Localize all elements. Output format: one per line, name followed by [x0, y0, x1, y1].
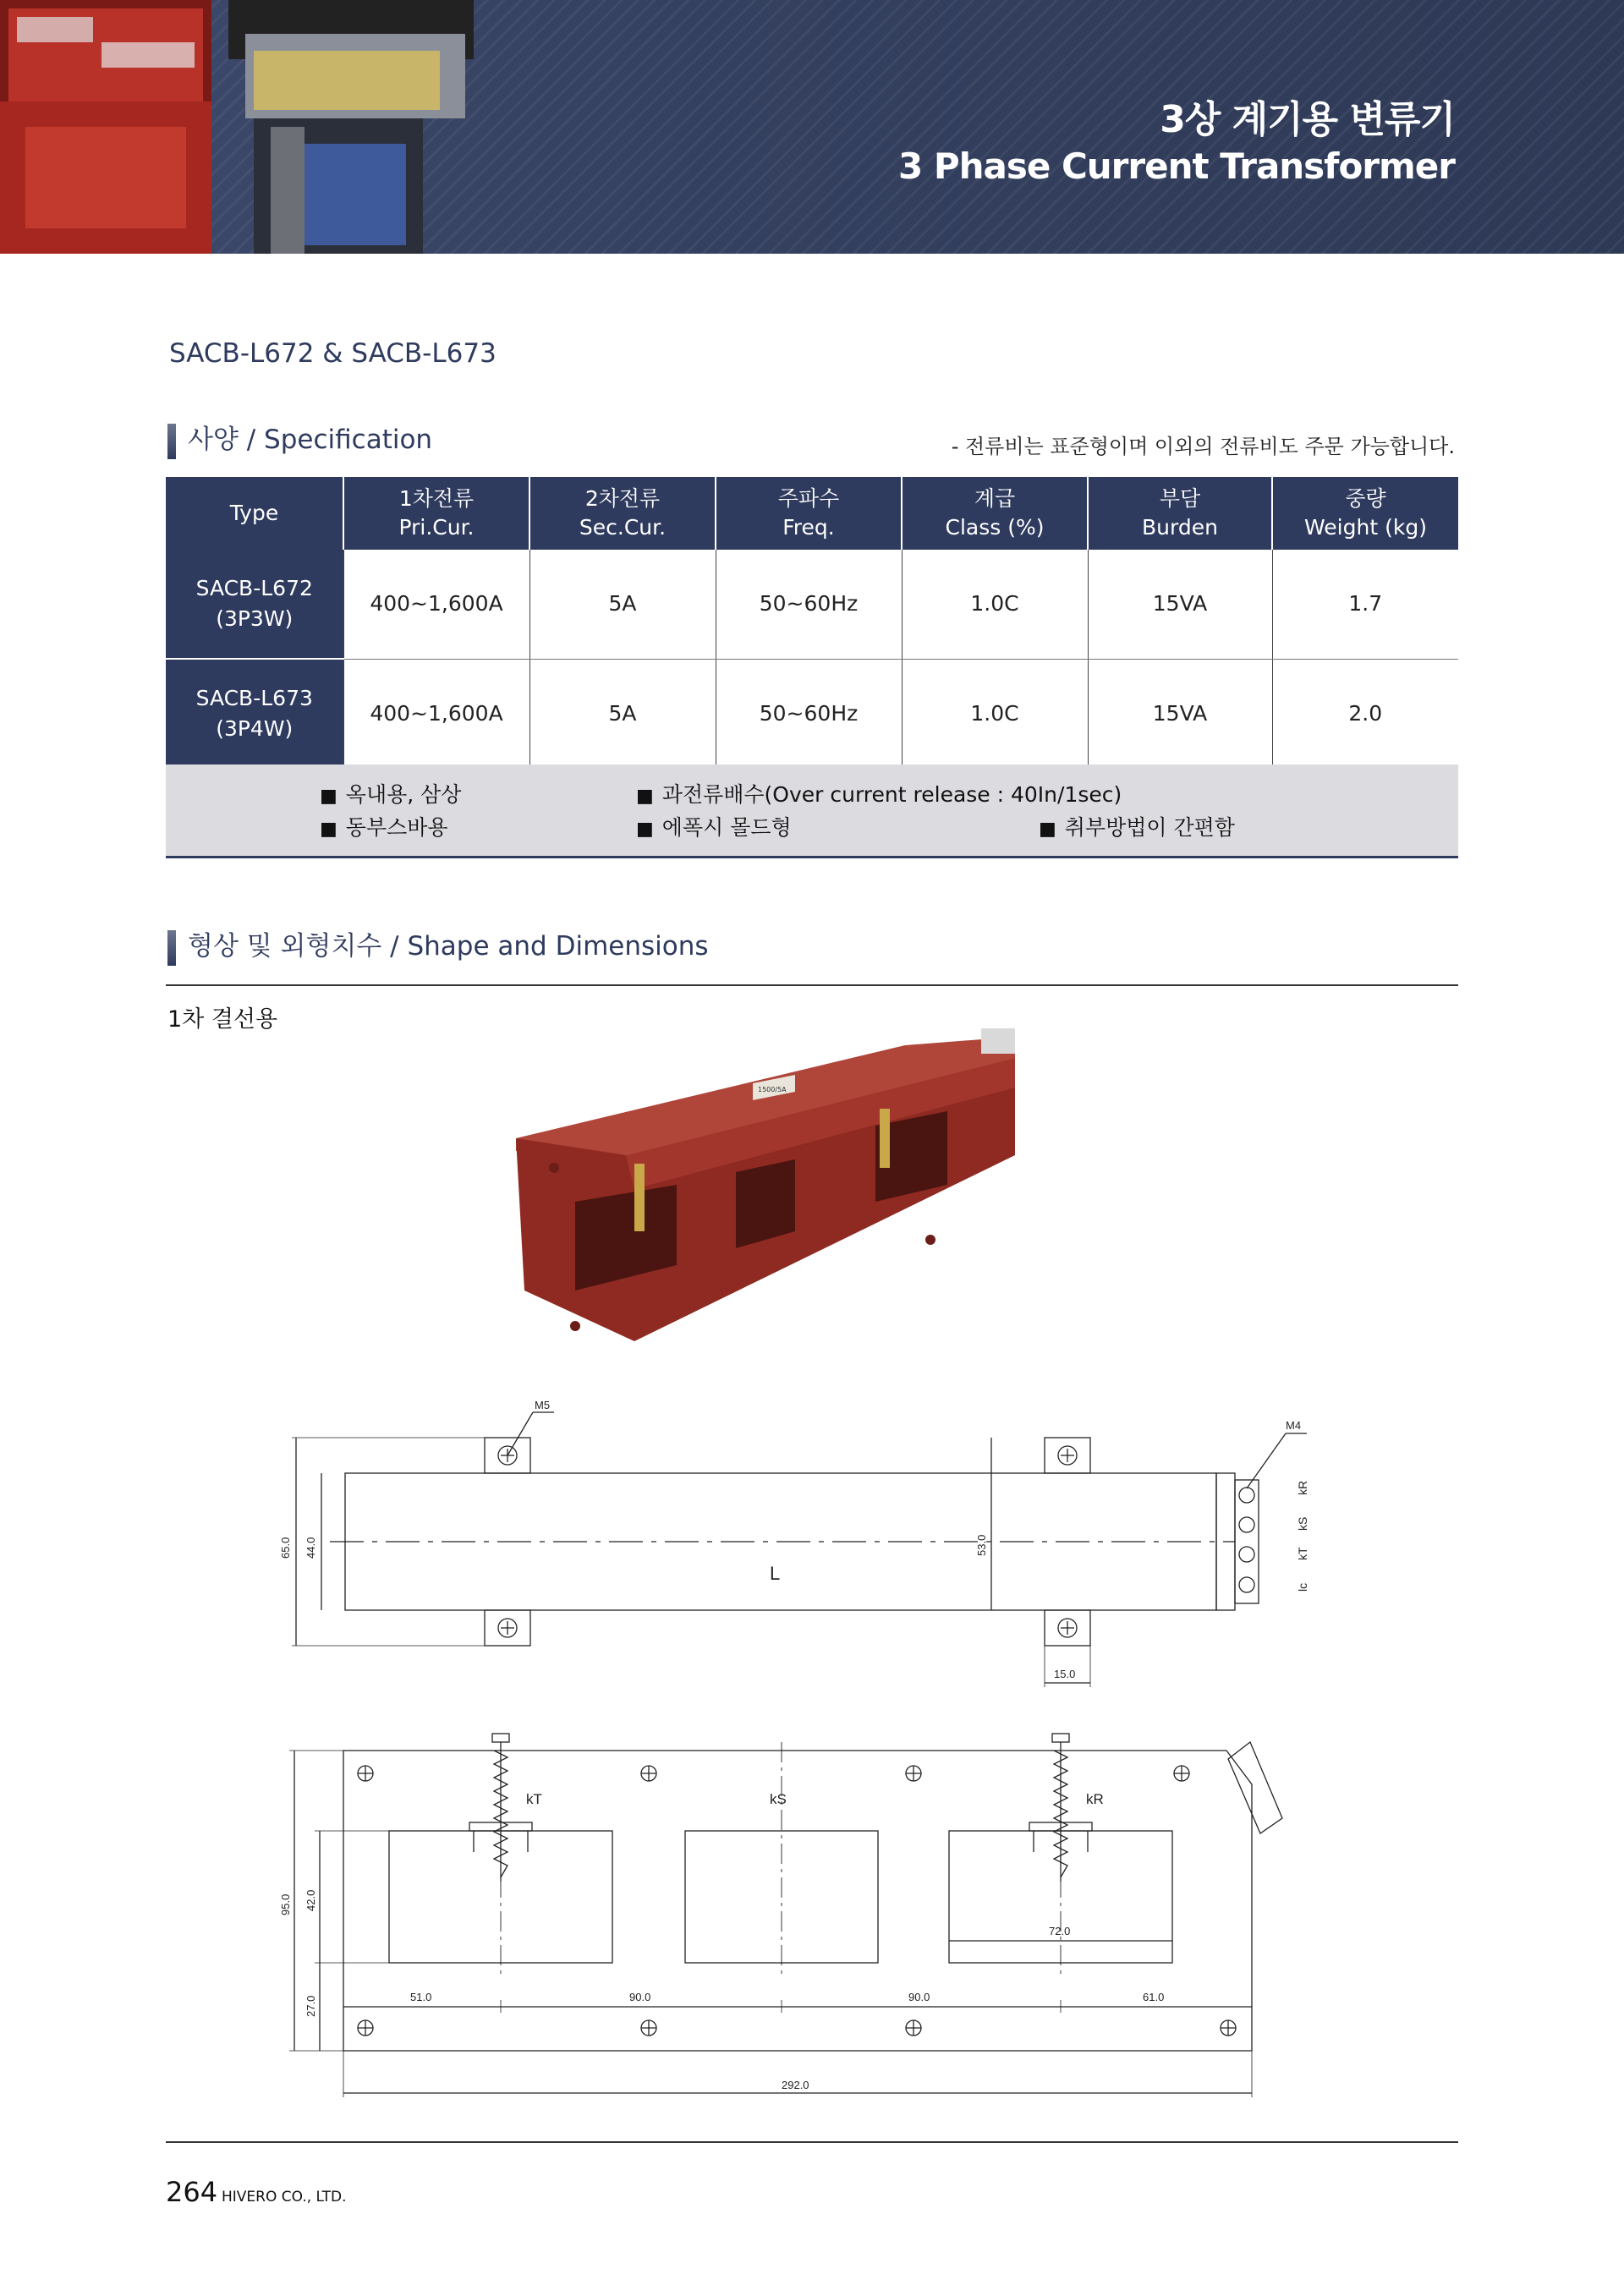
dim-53-label: 53.0	[975, 1534, 988, 1556]
terminal-label-kr: kR	[1296, 1480, 1309, 1495]
weight-cell: 1.7	[1272, 550, 1458, 659]
dim-44-label: 44.0	[304, 1537, 317, 1559]
weight-cell: 2.0	[1272, 659, 1458, 769]
dim-15-label: 15.0	[1054, 1668, 1076, 1680]
feature-item: ■ 과전류배수(Over current release : 40In/1sec)	[636, 778, 1122, 808]
terminal-screw-icon	[1239, 1547, 1254, 1562]
footer-divider	[166, 2141, 1458, 2143]
col-primary-current: 1차전류 Pri.Cur.	[343, 477, 529, 550]
dim-90a-label: 90.0	[629, 1991, 651, 2003]
col-class: 계급 Class (%)	[902, 477, 1088, 550]
dim-42-label: 42.0	[304, 1889, 317, 1911]
terminal-screw-icon	[1239, 1517, 1254, 1532]
dim-27-label: 27.0	[304, 1995, 317, 2017]
terminal-label-ks: kS	[1296, 1516, 1309, 1531]
sec-cell: 5A	[529, 659, 716, 769]
col-burden: 부담 Burden	[1088, 477, 1272, 550]
terminal-left	[634, 1164, 645, 1231]
class-cell: 1.0C	[902, 659, 1088, 769]
dim-72-label: 72.0	[1049, 1925, 1071, 1937]
spec-section-heading	[167, 418, 432, 459]
terminal-label-kt: kT	[1296, 1547, 1309, 1560]
terminal-label-lc: lc	[1296, 1582, 1309, 1592]
screw-icon	[498, 1619, 517, 1637]
bolt-right	[1029, 1734, 1092, 1882]
spec-table-header	[166, 477, 1458, 550]
feature-item: ■ 동부스바용	[320, 811, 448, 841]
screw-icon	[906, 1766, 921, 1781]
terminal-block	[981, 1028, 1015, 1054]
window-label-kt: kT	[526, 1791, 542, 1807]
col-weight: 중량 Weight (kg)	[1272, 477, 1458, 550]
front-view-drawing	[271, 1725, 1353, 2114]
screw-icon	[358, 2020, 373, 2036]
dim-292-label: 292.0	[782, 2079, 809, 2091]
page-number: 264	[166, 2176, 218, 2208]
dim-90b-label: 90.0	[908, 1991, 930, 2003]
table-row	[166, 550, 1458, 659]
screw-icon	[1058, 1446, 1077, 1465]
screw-icon	[906, 2020, 921, 2036]
top-view-drawing	[271, 1395, 1353, 1700]
terminal-box	[1228, 1742, 1282, 1833]
screw-icon	[1174, 1766, 1189, 1781]
col-type: Type	[166, 477, 343, 550]
dim-61-label: 61.0	[1143, 1991, 1165, 2003]
col-frequency: 주파수 Freq.	[716, 477, 902, 550]
window-label-kr: kR	[1086, 1791, 1104, 1807]
m4-label: M4	[1286, 1419, 1302, 1432]
length-label: L	[770, 1563, 781, 1584]
screw-icon	[641, 1766, 656, 1781]
freq-cell: 50~60Hz	[716, 659, 902, 769]
burden-cell: 15VA	[1088, 550, 1272, 659]
model-title: SACB-L672 & SACB-L673	[169, 338, 497, 369]
page-title-korean: 3상 계기용 변류기	[1160, 98, 1455, 141]
spec-table	[166, 477, 1458, 770]
type-cell: SACB-L673 (3P4W)	[166, 659, 343, 769]
bolt-left	[469, 1734, 532, 1882]
shape-subtitle: 1차 결선용	[167, 1006, 278, 1033]
shape-section-heading	[167, 924, 709, 966]
section-marker	[167, 930, 176, 966]
product-photo	[508, 1011, 1032, 1341]
feature-item: ■ 에폭시 몰드형	[636, 811, 792, 841]
class-cell: 1.0C	[902, 550, 1088, 659]
sec-cell: 5A	[529, 550, 716, 659]
terminal-screw-icon	[1239, 1577, 1254, 1592]
dim-51-label: 51.0	[410, 1991, 432, 2003]
screw-icon	[1058, 1619, 1077, 1637]
pri-cell: 400~1,600A	[343, 659, 529, 769]
window-label-ks: kS	[770, 1791, 787, 1807]
banner-product-photo	[0, 0, 541, 254]
section-divider	[166, 984, 1458, 986]
company-name: HIVERO CO., LTD.	[222, 2189, 347, 2206]
m5-label: M5	[535, 1399, 551, 1411]
dim-95-label: 95.0	[279, 1893, 292, 1915]
screw-icon	[1221, 2020, 1236, 2036]
terminal-screw-icon	[1239, 1488, 1254, 1503]
feature-item: ■ 취부방법이 간편함	[1039, 811, 1235, 841]
dim-65-label: 65.0	[279, 1537, 292, 1559]
screw-icon	[358, 1766, 373, 1781]
spec-section-title: 사양 / Specification	[188, 425, 433, 455]
col-secondary-current: 2차전류 Sec.Cur.	[529, 477, 716, 550]
shape-section-title: 형상 및 외형치수 / Shape and Dimensions	[188, 931, 709, 962]
type-cell: SACB-L672 (3P3W)	[166, 550, 343, 659]
nameplate-text: 1500/5A	[758, 1086, 787, 1093]
front-view-body	[343, 1751, 1252, 2051]
screw-icon	[641, 2020, 656, 2036]
feature-item: ■ 옥내용, 삼상	[320, 778, 461, 808]
table-row	[166, 659, 1458, 769]
freq-cell: 50~60Hz	[716, 550, 902, 659]
page-title-english: 3 Phase Current Transformer	[897, 145, 1455, 187]
terminal-strip	[1235, 1480, 1259, 1603]
burden-cell: 15VA	[1088, 659, 1272, 769]
feature-notes	[166, 764, 1458, 858]
pri-cell: 400~1,600A	[343, 550, 529, 659]
terminal-right	[880, 1109, 890, 1168]
section-marker	[167, 424, 176, 459]
spec-note: - 전류비는 표준형이며 이외의 전류비도 주문 가능합니다.	[951, 435, 1455, 458]
header-banner	[0, 0, 1624, 254]
